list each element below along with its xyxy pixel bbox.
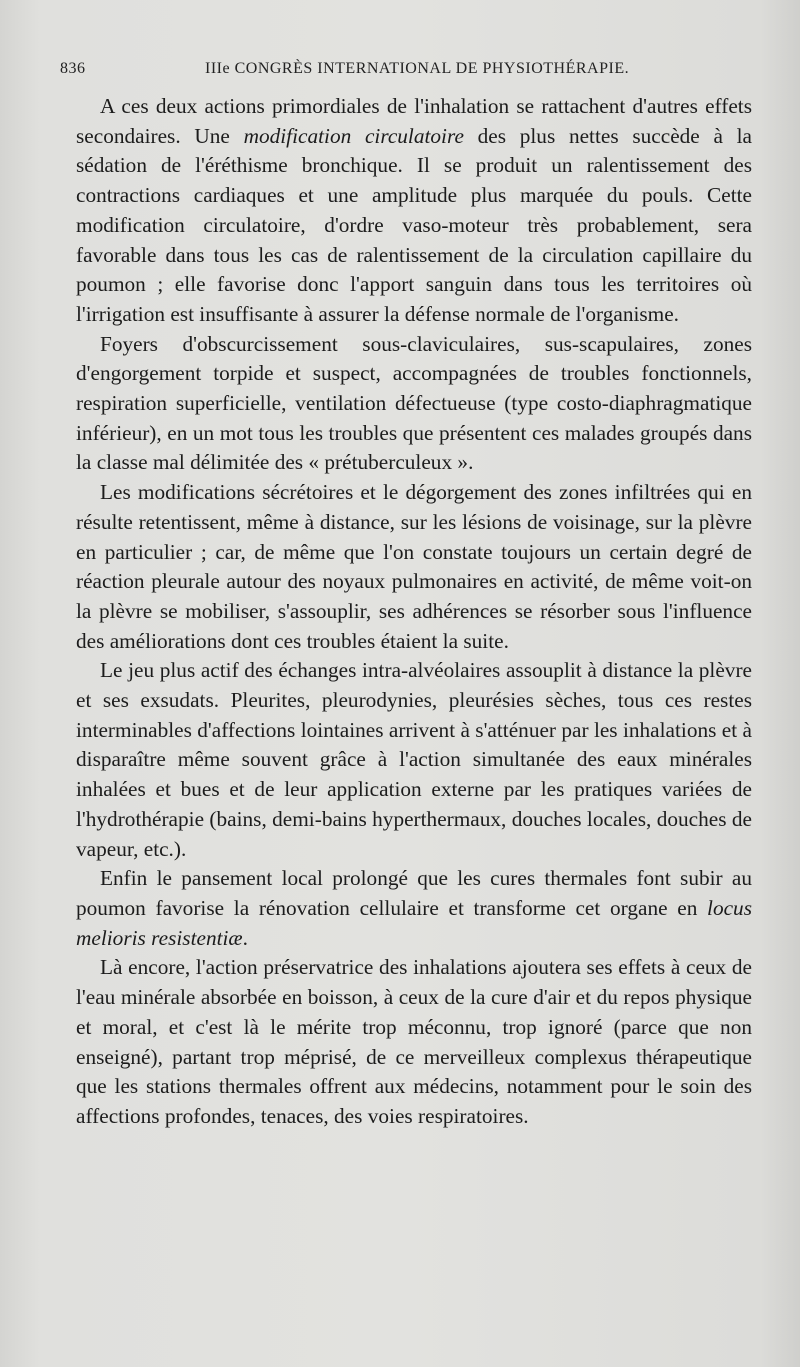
running-title: IIIe CONGRÈS INTERNATIONAL DE PHYSIOTHÉRAPIE.	[205, 60, 630, 77]
paragraph-1	[76, 92, 752, 330]
running-header	[60, 60, 760, 86]
paragraph-1-text-a: A ces deux actions primordiales de l'inhalation se rattachent d'autres effets secondaires. Une	[76, 94, 752, 148]
paragraph-5-text-b: .	[242, 925, 248, 950]
paragraph-1-italic: modification circulatoire	[243, 123, 464, 148]
paragraph-1-text-b: des plus nettes succède à la sédation de l'éréthisme bronchique. Il se produit un ralentissement des contractions cardiaques et une amplitude plus marquée du pouls. Cette modification circulatoire, d'ordre vaso-moteur très probablement, sera favorable dans tous les cas de ralentissement de la circulation capillaire du poumon ; elle favorise donc l'apport sanguin dans tous les territoires où l'irrigation est insuffisante à assurer la défense normale de l'organisme.	[76, 123, 752, 326]
paragraph-5	[76, 864, 752, 953]
paragraph-5-italic: locus melioris resistentiæ	[76, 895, 752, 950]
paragraph-5-text-a: Enfin le pansement local prolongé que les cures thermales font subir au poumon favorise la rénovation cellulaire et transforme cet organe en	[76, 866, 752, 920]
paragraph-2: Foyers d'obscurcissement sous-claviculaires, sus-scapulaires, zones d'engorgement torpide et suspect, accompagnées de troubles fonctionnels, respiration superficielle, ventilation défectueuse (type costo-diaphragmatique inférieur), en un mot tous les troubles que présentent ces malades groupés dans la classe mal délimitée des « prétuberculeux ».	[76, 331, 752, 475]
paragraph-3: Les modifications sécrétoires et le dégorgement des zones infiltrées qui en résulte retentissent, même à distance, sur les lésions de voisinage, sur la plèvre en particulier ; car, de même que l'on constate toujours un certain degré de réaction pleurale autour des noyaux pulmonaires en activité, de même voit-on la plèvre se mobiliser, s'assouplir, ses adhérences se résorber sous l'influence des améliorations dont ces troubles étaient la suite.	[76, 480, 752, 653]
page-number: 836	[60, 60, 86, 77]
body-text	[76, 92, 752, 1132]
paragraph-6: Là encore, l'action préservatrice des inhalations ajoutera ses effets à ceux de l'eau minérale absorbée en boisson, à ceux de la cure d'air et du repos physique et moral, et c'est là le mérite trop méconnu, trop ignoré (parce que non enseigné), partant trop méprisé, de ce merveilleux complexus thérapeutique que les stations thermales offrent aux médecins, notamment pour le soin des affections profondes, tenaces, des voies respiratoires.	[76, 955, 752, 1128]
paragraph-4: Le jeu plus actif des échanges intra-alvéolaires assouplit à distance la plèvre et ses exsudats. Pleurites, pleurodynies, pleurésies sèches, tous ces restes interminables d'affections lointaines arrivent à s'atténuer par les inhalations et à disparaître même souvent grâce à l'action simultanée des eaux minérales inhalées et bues et de leur application externe par les pratiques variées de l'hydrothérapie (bains, demi-bains hyperthermaux, douches locales, douches de vapeur, etc.).	[76, 658, 752, 861]
